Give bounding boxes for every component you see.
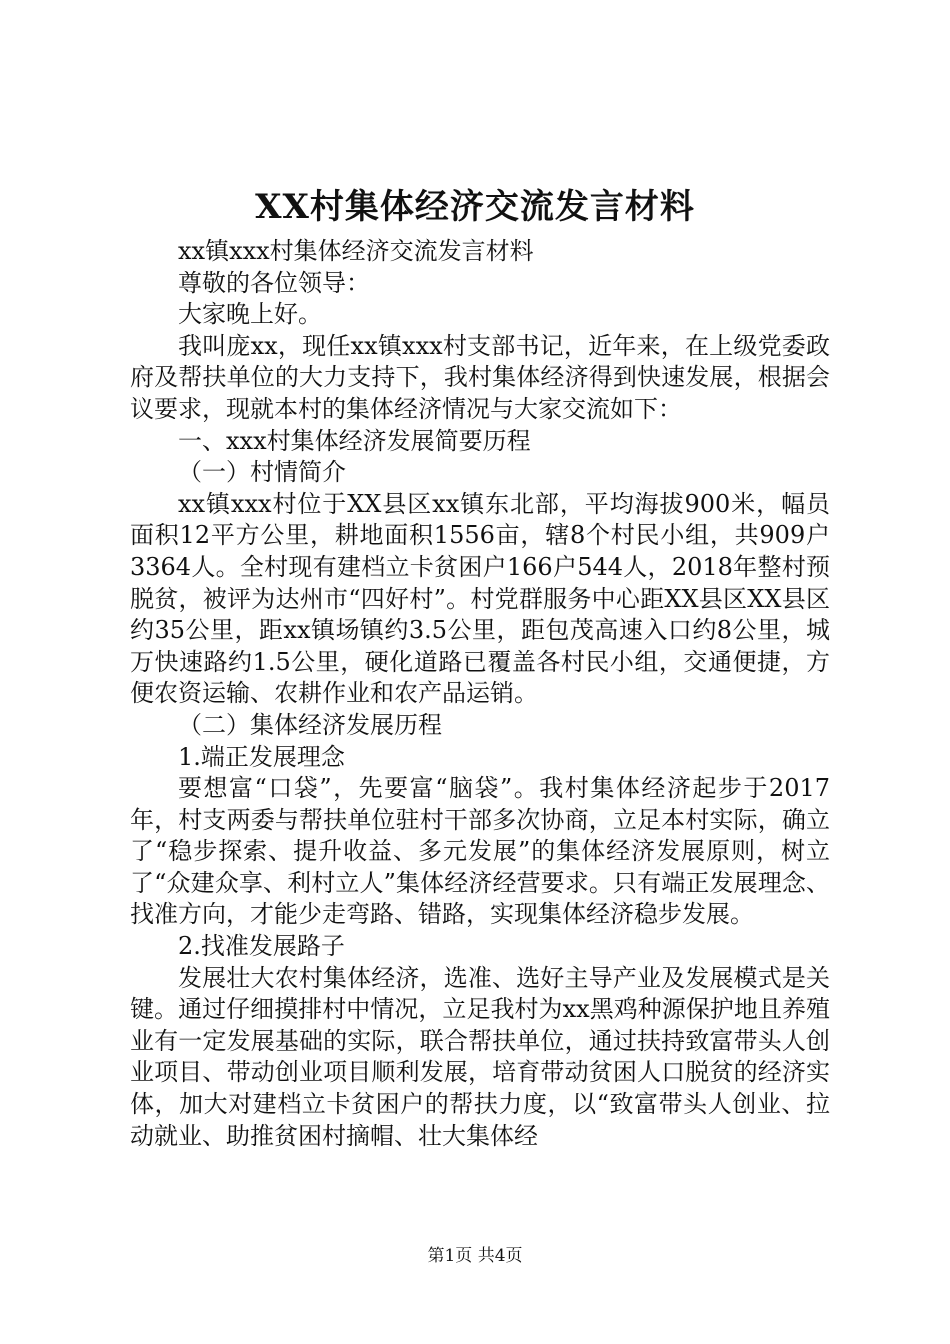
paragraph: 大家晚上好。	[178, 300, 322, 329]
paragraph: 要想富“口袋”，先要富“脑袋”。我村集体经济起步于2017年，村支两委与帮扶单位驻村干部多次协商，立足本村实际，确立了“稳步探索、提升收益、多元发展”的集体经济发展原则，树立了“众建众享、利村立人”集体经济经营要求。只有端正发展理念、找准方向，才能少走弯路、错路，实现集体经济稳步发展。	[130, 774, 830, 929]
subsection-heading: （二）集体经济发展历程	[178, 710, 442, 739]
paragraph: xx镇xxx村集体经济交流发言材料	[178, 237, 534, 265]
page-number-footer: 第1页 共4页	[427, 1246, 523, 1266]
section-heading: 一、xxx村集体经济发展简要历程	[178, 426, 531, 455]
document-body	[130, 236, 830, 1152]
paragraph: 发展壮大农村集体经济，选准、选好主导产业及发展模式是关键。通过仔细摸排村中情况，立足我村为xx黑鸡种源保护地且养殖业有一定发展基础的实际，联合帮扶单位，通过扶持致富带头人创业项目、带动创业项目顺利发展，培育带动贫困人口脱贫的经济实体，加大对建档立卡贫困户的帮扶力度，以“致富带头人创业、拉动就业、助推贫困村摘帽、壮大集体经	[130, 963, 830, 1150]
item-heading: 1.端正发展理念	[178, 742, 345, 771]
paragraph: xx镇xxx村位于XX县区xx镇东北部，平均海拔900米，幅员面积12平方公里，耕地面积1556亩，辖8个村民小组，共909户3364人。全村现有建档立卡贫困户166户544人，2018年整村预脱贫，被评为达州市“四好村”。村党群服务中心距XX县区XX县区约35公里，距xx镇场镇约3.5公里，距包茂高速入口约8公里，城万快速路约1.5公里，硬化道路已覆盖各村民小组，交通便捷，方便农资运输、农耕作业和农产品运销。	[130, 489, 830, 708]
item-heading: 2.找准发展路子	[178, 932, 345, 961]
paragraph: 我叫庞xx，现任xx镇xxx村支部书记，近年来，在上级党委政府及帮扶单位的大力支持下，我村集体经济得到快速发展，根据会议要求，现就本村的集体经济情况与大家交流如下：	[130, 331, 830, 423]
paragraph: 尊敬的各位领导：	[178, 268, 370, 297]
subsection-heading: （一）村情简介	[178, 458, 346, 487]
document-title: XX村集体经济交流发言材料	[255, 187, 695, 227]
